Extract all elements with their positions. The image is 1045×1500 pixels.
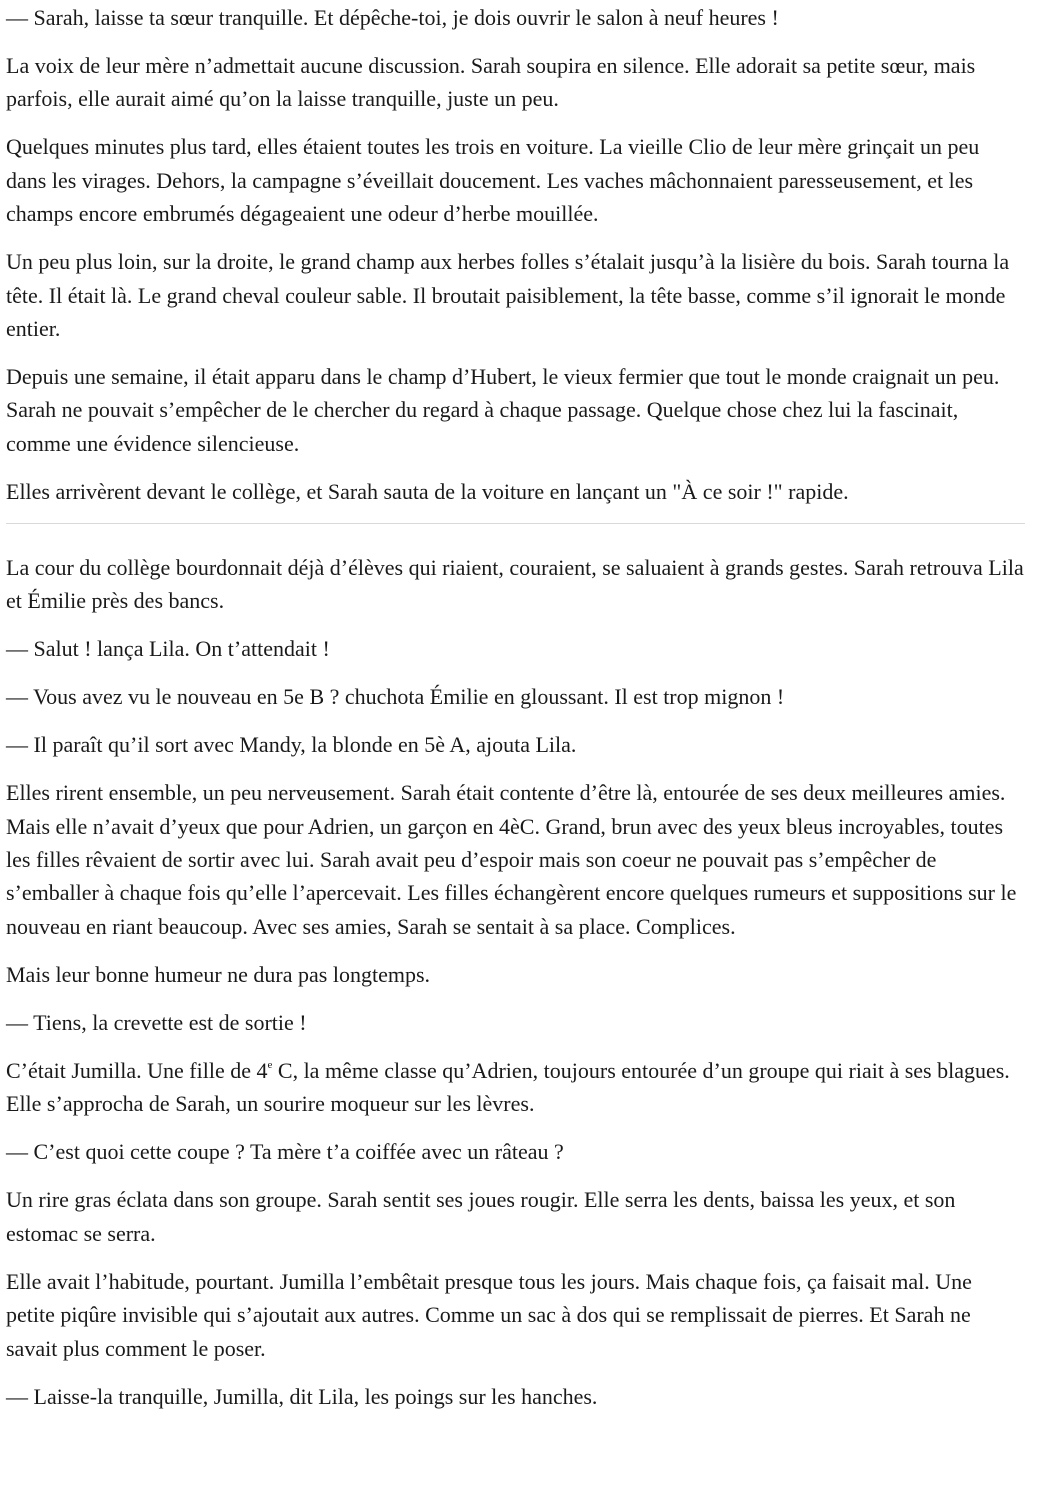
- story-section-1: [6, 1, 1025, 508]
- paragraph: La voix de leur mère n’admettait aucune discussion. Sarah soupira en silence. Elle adorait sa petite sœur, mais parfois, elle aurait aimé qu’on la laisse tranquille, juste un peu.: [6, 53, 976, 112]
- paragraph: Mais leur bonne humeur ne dura pas longtemps.: [6, 961, 431, 987]
- paragraph: Un peu plus loin, sur la droite, le grand champ aux herbes folles s’étalait jusqu’à la lisière du bois. Sarah tourna la tête. Il était là. Le grand cheval couleur sable. Il broutait paisiblement, la tête basse, comme s’il ignorait le monde entier.: [6, 249, 1010, 342]
- paragraph: La cour du collège bourdonnait déjà d’élèves qui riaient, couraient, se saluaient à grands gestes. Sarah retrouva Lila et Émilie près des bancs.: [6, 554, 1024, 614]
- story-section-2: [6, 551, 1025, 1413]
- paragraph: — Vous avez vu le nouveau en 5e B ? chuchota Émilie en gloussant. Il est trop mignon !: [6, 684, 785, 710]
- paragraph: Elle avait l’habitude, pourtant. Jumilla l’embêtait presque tous les jours. Mais chaque fois, ça faisait mal. Une petite piqûre invisible qui s’ajoutait aux autres. Comme un sac à dos qui se remplissait de pierres. Et Sarah ne savait plus comment le poser.: [6, 1268, 972, 1361]
- paragraph: Un rire gras éclata dans son groupe. Sarah sentit ses joues rougir. Elle serra les dents, baissa les yeux, et son estomac se serra.: [6, 1187, 956, 1246]
- paragraph: — Il paraît qu’il sort avec Mandy, la blonde en 5è A, ajouta Lila.: [6, 732, 577, 758]
- paragraph: — C’est quoi cette coupe ? Ta mère t’a coiffée avec un râteau ?: [6, 1139, 564, 1165]
- paragraph: — Salut ! lança Lila. On t’attendait !: [6, 636, 330, 662]
- paragraph-jumilla: [6, 1054, 1025, 1121]
- paragraph: — Tiens, la crevette est de sortie !: [6, 1009, 307, 1035]
- text-run: C, la même classe qu’Adrien, toujours entourée d’un groupe qui riait à ses blagues. Elle s’approcha de Sarah, un sourire moqueur sur les lèvres.: [6, 1057, 1010, 1117]
- section-divider: [6, 523, 1025, 524]
- paragraph: — Laisse-la tranquille, Jumilla, dit Lila, les poings sur les hanches.: [6, 1383, 598, 1409]
- paragraph: — Sarah, laisse ta sœur tranquille. Et dépêche-toi, je dois ouvrir le salon à neuf heures !: [6, 5, 779, 30]
- paragraph: Quelques minutes plus tard, elles étaient toutes les trois en voiture. La vieille Clio de leur mère grinçait un peu dans les virages. Dehors, la campagne s’éveillait doucement. Les vaches mâchonnaient paresseusement, et les champs encore embrumés dégageaient une odeur d’herbe mouillée.: [6, 134, 980, 227]
- text-run: C’était Jumilla. Une fille de 4: [6, 1057, 268, 1083]
- paragraph: Elles rirent ensemble, un peu nerveusement. Sarah était contente d’être là, entourée de ses deux meilleures amies. Mais elle n’avait d’yeux que pour Adrien, un garçon en 4èC. Grand, brun avec des yeux bleus incroyables, toutes les filles rêvaient de sortir avec lui. Sarah avait peu d’espoir mais son coeur ne pouvait pas s’empêcher de s’emballer à chaque fois qu’elle l’apercevait. Les filles échangèrent encore quelques rumeurs et suppositions sur le nouveau en riant beaucoup. Avec ses amies, Sarah se sentait à sa place. Complices.: [6, 780, 1017, 939]
- paragraph: Elles arrivèrent devant le collège, et Sarah sauta de la voiture en lançant un "À ce soir !" rapide.: [6, 478, 849, 504]
- paragraph: Depuis une semaine, il était apparu dans le champ d’Hubert, le vieux fermier que tout le monde craignait un peu. Sarah ne pouvait s’empêcher de le chercher du regard à chaque passage. Quelque chose chez lui la fascinait, comme une évidence silencieuse.: [6, 364, 1000, 456]
- superscript: e: [267, 1058, 273, 1071]
